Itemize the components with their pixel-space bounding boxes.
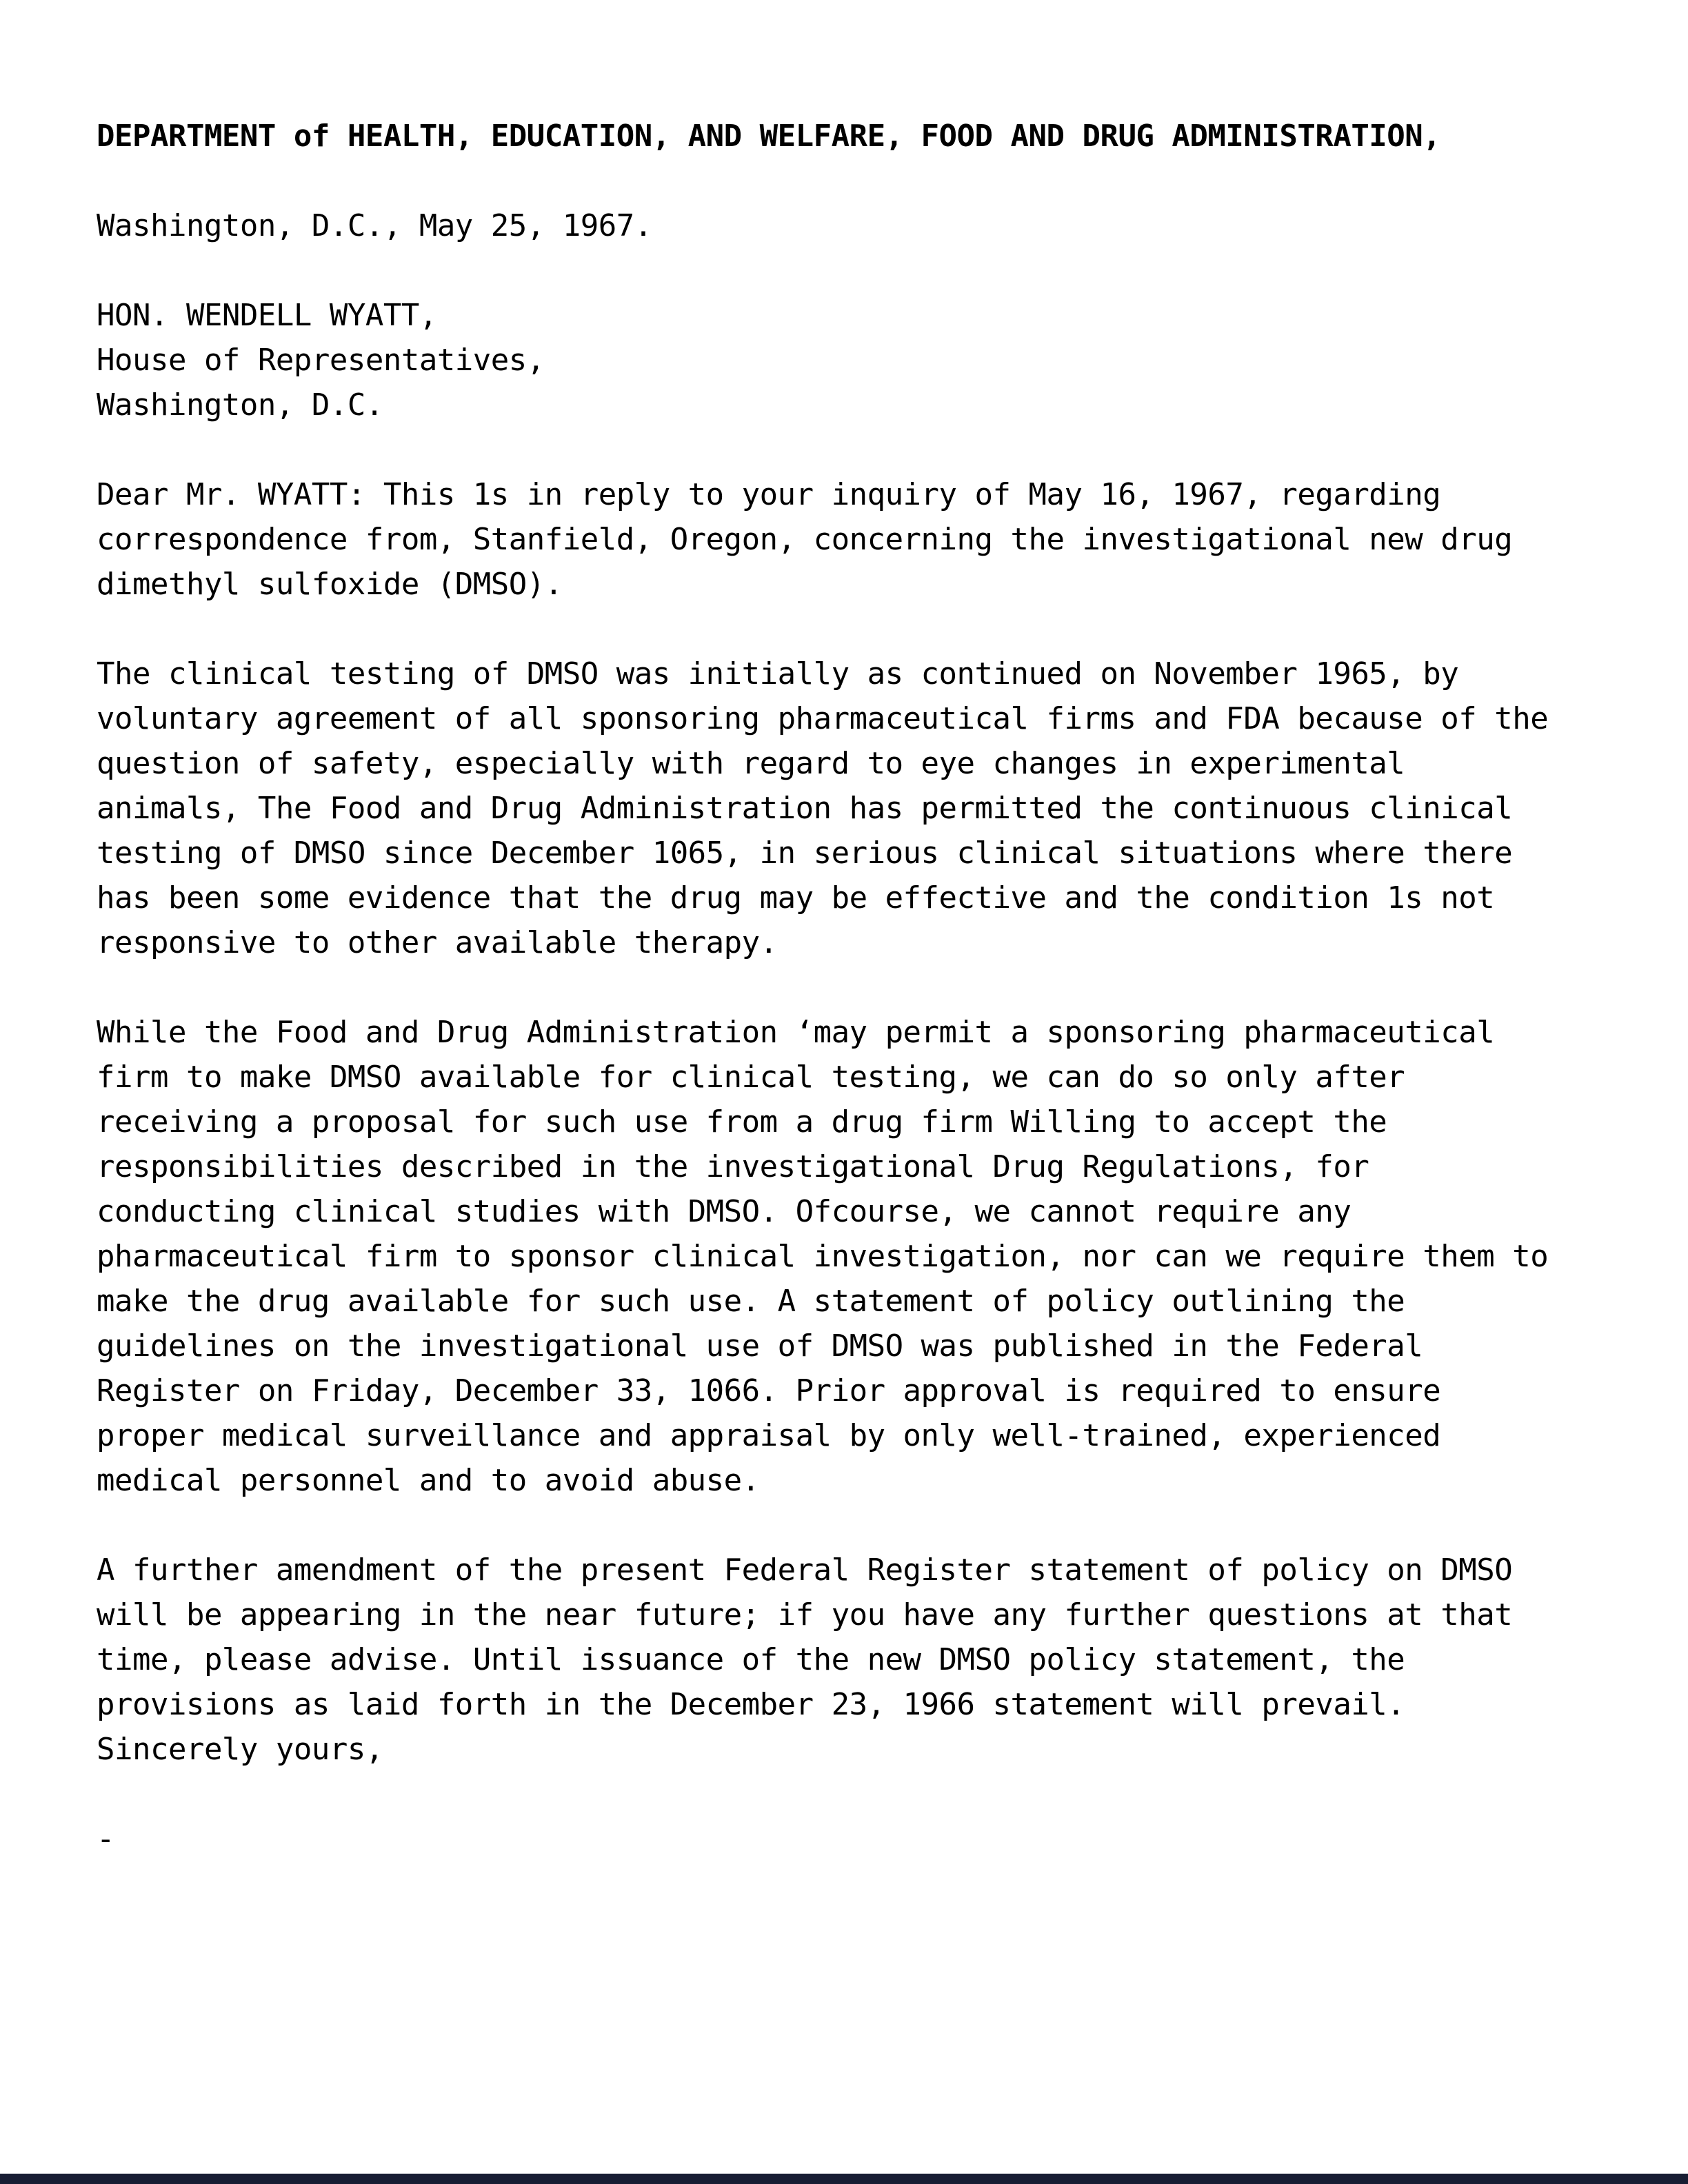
- paragraph-fda-policy-line-8: guidelines on the investigational use of DMSO was published in the Federal: [97, 1328, 1423, 1364]
- paragraph-clinical-testing: [97, 651, 1641, 965]
- footer-bar: [0, 2174, 1688, 2184]
- paragraph-fda-policy-line-3: receiving a proposal for such use from a drug firm Willing to accept the: [97, 1104, 1387, 1140]
- paragraph-amendment-closing-line-3: time, please advise. Until issuance of the new DMSO policy statement, the: [97, 1642, 1405, 1677]
- paragraph-clinical-testing-line-5: testing of DMSO since December 1065, in serious clinical situations where there: [97, 836, 1513, 871]
- paragraph-salutation: [97, 472, 1641, 607]
- paragraph-clinical-testing-line-4: animals, The Food and Drug Administration has permitted the continuous clinical: [97, 791, 1513, 826]
- paragraph-amendment-closing-line-5: Sincerely yours,: [97, 1732, 383, 1767]
- paragraph-clinical-testing-line-6: has been some evidence that the drug may be effective and the condition 1s not: [97, 880, 1495, 916]
- dateline-line-1: Washington, D.C., May 25, 1967.: [97, 208, 652, 243]
- paragraph-fda-policy-line-1: While the Food and Drug Administration ‘may permit a sponsoring pharmaceutical: [97, 1015, 1495, 1050]
- paragraph-salutation-line-1: Dear Mr. WYATT: This 1s in reply to your inquiry of May 16, 1967, regarding: [97, 477, 1441, 512]
- paragraph-amendment-closing: [97, 1548, 1641, 1772]
- paragraph-fda-policy-line-4: responsibilities described in the investigational Drug Regulations, for: [97, 1149, 1369, 1184]
- paragraph-fda-policy: [97, 1010, 1641, 1503]
- paragraph-fda-policy-line-2: firm to make DMSO available for clinical testing, we can do so only after: [97, 1060, 1405, 1095]
- paragraph-fda-policy-line-5: conducting clinical studies with DMSO. Ofcourse, we cannot require any: [97, 1194, 1352, 1229]
- paragraph-fda-policy-line-10: proper medical surveillance and appraisal by only well-trained, experienced: [97, 1418, 1441, 1453]
- dateline: [97, 203, 1641, 248]
- paragraph-clinical-testing-line-7: responsive to other available therapy.: [97, 925, 778, 960]
- paragraph-fda-policy-line-9: Register on Friday, December 33, 1066. Prior approval is required to ensure: [97, 1373, 1441, 1408]
- recipient-address: [97, 293, 1641, 427]
- recipient-address-line-2: House of Representatives,: [97, 343, 545, 378]
- paragraph-fda-policy-line-6: pharmaceutical firm to sponsor clinical investigation, nor can we require them to: [97, 1239, 1549, 1274]
- letterhead: [97, 114, 1641, 159]
- paragraph-fda-policy-line-7: make the drug available for such use. A statement of policy outlining the: [97, 1284, 1405, 1319]
- paragraph-fda-policy-line-11: medical personnel and to avoid abuse.: [97, 1463, 760, 1498]
- paragraph-amendment-closing-line-2: will be appearing in the near future; if you have any further questions at that: [97, 1597, 1513, 1632]
- recipient-address-line-3: Washington, D.C.: [97, 387, 383, 423]
- paragraph-amendment-closing-line-1: A further amendment of the present Federal Register statement of policy on DMSO: [97, 1553, 1513, 1588]
- letter-body: [97, 114, 1641, 1906]
- paragraph-clinical-testing-line-2: voluntary agreement of all sponsoring pharmaceutical firms and FDA because of the: [97, 701, 1549, 736]
- paragraph-clinical-testing-line-1: The clinical testing of DMSO was initially as continued on November 1965, by: [97, 656, 1459, 691]
- paragraph-amendment-closing-line-4: provisions as laid forth in the December 23, 1966 statement will prevail.: [97, 1687, 1405, 1722]
- signature-dash-line-1: -: [97, 1821, 114, 1857]
- signature-dash: [97, 1817, 1641, 1861]
- paragraph-clinical-testing-line-3: question of safety, especially with regard to eye changes in experimental: [97, 746, 1405, 781]
- paragraph-salutation-line-2: correspondence from, Stanfield, Oregon, concerning the investigational new drug: [97, 522, 1513, 557]
- paragraph-salutation-line-3: dimethyl sulfoxide (DMSO).: [97, 567, 563, 602]
- recipient-address-line-1: HON. WENDELL WYATT,: [97, 298, 437, 333]
- letterhead-line-1: DEPARTMENT of HEALTH, EDUCATION, AND WELFARE, FOOD AND DRUG ADMINISTRATION,: [97, 119, 1441, 154]
